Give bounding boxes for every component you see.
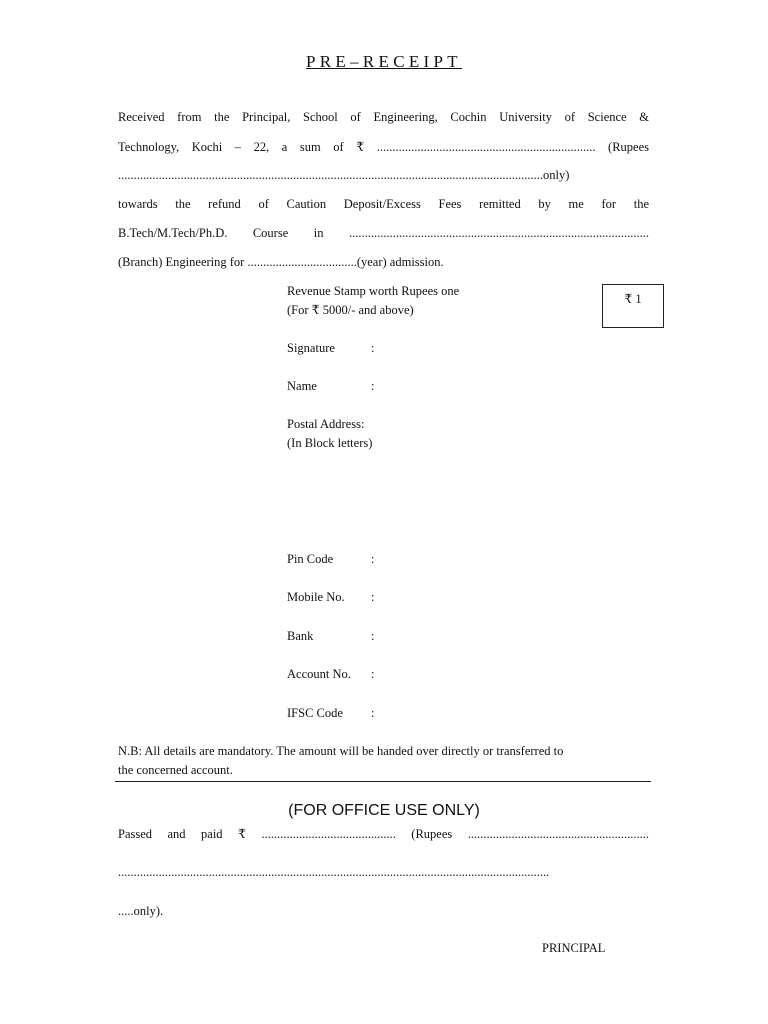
section-divider xyxy=(115,781,651,782)
body-line-4: towards the refund of Caution Deposit/Excess Fees remitted by me for the xyxy=(118,197,649,211)
name-colon: : xyxy=(371,379,375,393)
mobile-label: Mobile No. xyxy=(287,590,345,604)
stamp-note-line-1: Revenue Stamp worth Rupees one xyxy=(287,284,460,298)
office-use-title: (FOR OFFICE USE ONLY) xyxy=(288,802,480,819)
body-line-3: ........................................................................................................................................only) xyxy=(118,168,570,182)
account-label: Account No. xyxy=(287,667,351,681)
pin-code-label: Pin Code xyxy=(287,552,334,566)
pin-code-colon: : xyxy=(371,552,375,566)
signature-colon: : xyxy=(371,341,375,355)
body-line-1: Received from the Principal, School of Engineering, Cochin University of Science & xyxy=(118,110,649,124)
document-title: PRE–RECEIPT xyxy=(306,52,462,71)
revenue-stamp-box xyxy=(602,284,664,328)
ifsc-label: IFSC Code xyxy=(287,706,343,720)
signature-label: Signature xyxy=(287,341,335,355)
mobile-colon: : xyxy=(371,590,375,604)
postal-address-label: Postal Address: xyxy=(287,417,365,431)
note-line-1: N.B: All details are mandatory. The amount will be handed over directly or transferred to xyxy=(118,744,564,758)
body-line-5: B.Tech/M.Tech/Ph.D. Course in ................................................................................................ xyxy=(118,226,649,240)
bank-label: Bank xyxy=(287,629,314,643)
stamp-note-line-2: (For ₹ 5000/- and above) xyxy=(287,303,414,317)
postal-address-note: (In Block letters) xyxy=(287,436,373,450)
office-line-1: Passed and paid ₹ ........................................... (Rupees .......................................................... xyxy=(118,827,649,841)
ifsc-colon: : xyxy=(371,706,375,720)
bank-colon: : xyxy=(371,629,375,643)
note-line-2: the concerned account. xyxy=(118,763,233,777)
body-line-2: Technology, Kochi – 22, a sum of ₹ ...................................................................... (Rupees xyxy=(118,140,649,154)
body-line-6: (Branch) Engineering for ...................................(year) admission. xyxy=(118,255,444,269)
office-line-2: .......................................................................................................................................... xyxy=(118,865,550,879)
account-colon: : xyxy=(371,667,375,681)
stamp-value: ₹ 1 xyxy=(624,292,642,306)
office-line-3: .....only). xyxy=(118,904,164,918)
principal-label: PRINCIPAL xyxy=(542,941,606,955)
name-label: Name xyxy=(287,379,317,393)
